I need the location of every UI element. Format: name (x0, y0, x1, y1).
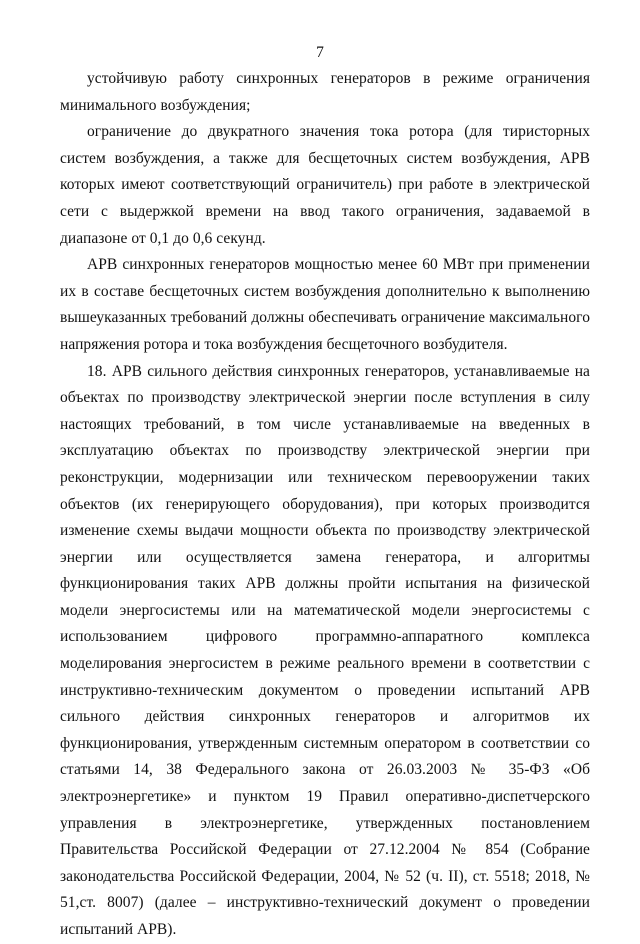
page-number: 7 (316, 44, 324, 61)
paragraph-item-18: 18. АРВ сильного действия синхронных генераторов, устанавливаемые на объектах по производству электрической энергии после вступления в силу настоящих требований, в том числе устанавливаемые на введенных в эксплуатацию объектах по производству электрической энергии при реконструкции, модернизации или техническом перевооружении таких объектов (их генерирующего оборудования), при которых производится изменение схемы выдачи мощности объекта по производству электрической энергии или осуществляется замена генератора, и алгоритмы функционирования таких АРВ должны пройти испытания на физической модели энергосистемы или на математической модели энергосистемы с использованием цифрового программно-аппаратного комплекса моделирования энергосистем в режиме реального времени в соответствии с инструктивно-техническим документом о проведении испытаний АРВ сильного действия синхронных генераторов и алгоритмов их функционирования, утвержденным системным оператором в соответствии со статьями 14, 38 Федерального закона от 26.03.2003 № 35-ФЗ «Об электроэнергетике» и пунктом 19 Правил оперативно-диспетчерского управления в электроэнергетике, утвержденных постановлением Правительства Российской Федерации от 27.12.2004 № 854 (Собрание законодательства Российской Федерации, 2004, № 52 (ч. II), ст. 5518; 2018, № 51,ст. 8007) (далее – инструктивно-технический документ о проведении испытаний АРВ). (60, 362, 590, 938)
document-body (60, 66, 590, 944)
paragraph-rotor-current-limit: ограничение до двукратного значения тока ротора (для тиристорных систем возбуждения, а также для бесщеточных систем возбуждения, АРВ которых имеют соответствующий ограничитель) при работе в электрической сети с выдержкой времени на ввод такого ограничения, задаваемой в диапазоне от 0,1 до 0,6 секунд. (60, 123, 590, 247)
paragraph-brushless-requirements: АРВ синхронных генераторов мощностью менее 60 МВт при применении их в составе бесщеточных систем возбуждения дополнительно к выполнению вышеуказанных требований должны обеспечивать ограничение максимального напряжения ротора и тока возбуждения бесщеточного возбудителя. (60, 256, 590, 353)
paragraph-min-excitation: устойчивую работу синхронных генераторов в режиме ограничения минимального возбуждения; (60, 70, 590, 114)
